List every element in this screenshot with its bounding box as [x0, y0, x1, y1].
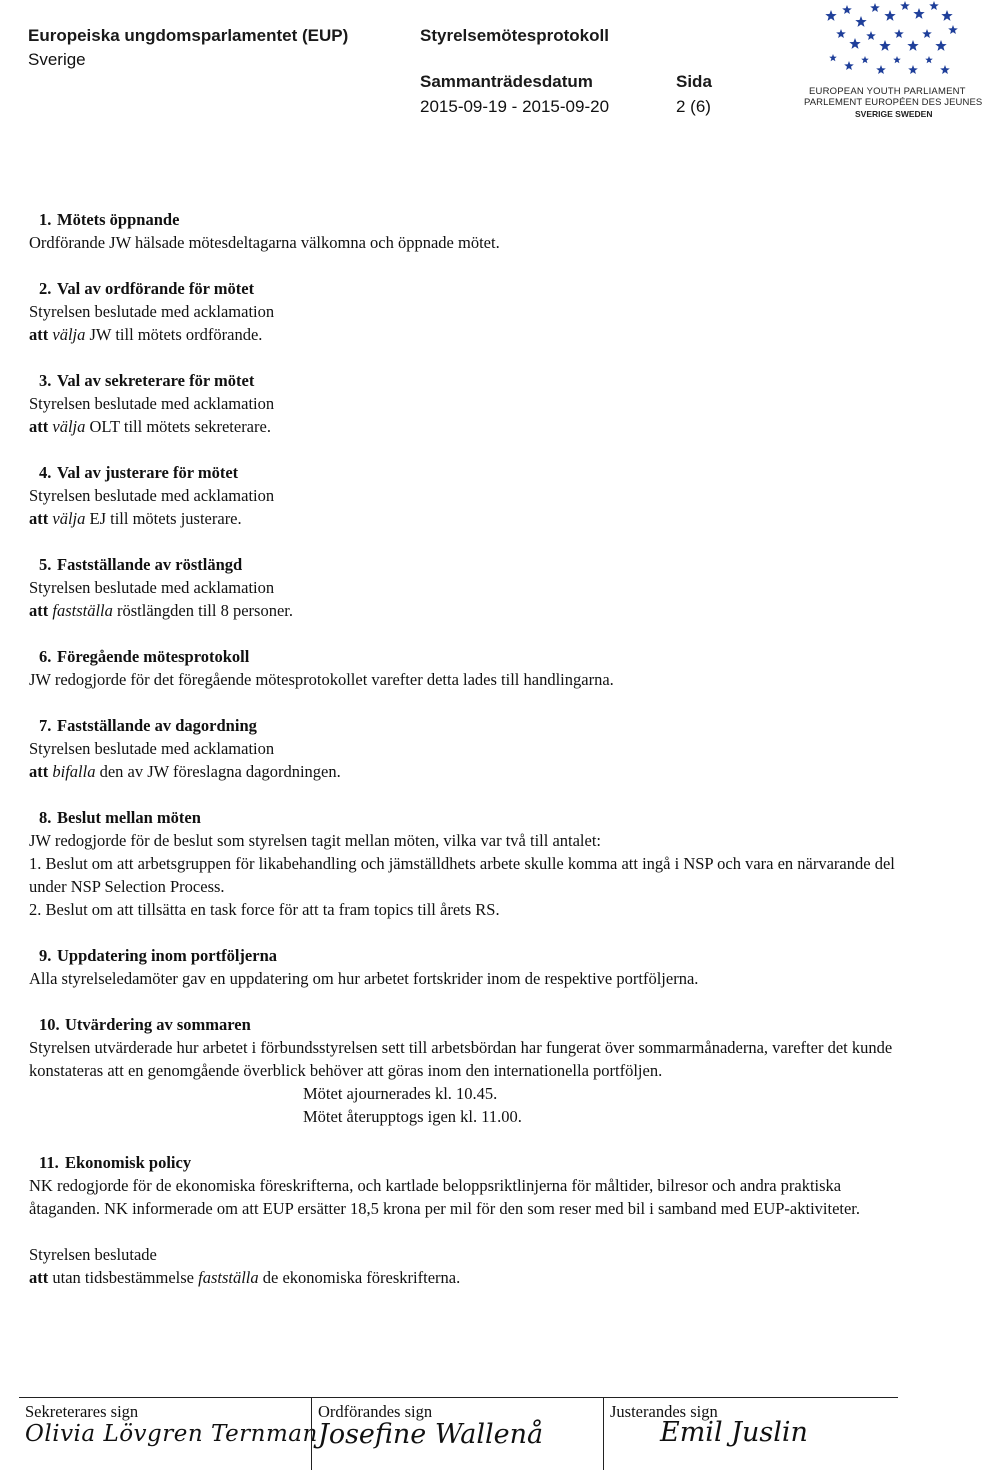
agenda-heading: 2. Val av ordförande för mötet: [39, 279, 255, 298]
logo-star: [922, 29, 932, 38]
logo-star: [908, 65, 918, 74]
agenda-text: NK redogjorde för de ekonomiska föreskrifterna, och kartlade beloppsriktlinjerna för måltider, bilresor och andra praktiska åtaganden. NK informerade om att EUP ersätter 18,5 krona per mil för den som reser med bil i samband med EUP-aktiviteter.: [29, 1176, 861, 1218]
logo-star: [900, 1, 910, 10]
agenda-item: [29, 553, 909, 622]
logo-star: [836, 29, 846, 38]
agenda-text: Styrelsen utvärderade hur arbetet i förbundsstyrelsen sett till arbetsbördan har fungerat över sommarmånaderna, varefter det kunde konstateras att en genomgående överblick behöver att göras inom den internationella portföljen.: [29, 1038, 893, 1080]
minutes-body: [29, 208, 909, 1312]
agenda-heading: 10. Utvärdering av sommaren: [39, 1015, 251, 1034]
agenda-item: [29, 277, 909, 346]
agenda-item: [29, 208, 909, 254]
chair-sign-label: Ordförandes sign: [318, 1402, 433, 1421]
logo-star: [879, 40, 890, 51]
agenda-text: Ordförande JW hälsade mötesdeltagarna välkomna och öppnade mötet.: [29, 233, 500, 252]
agenda-heading: 8. Beslut mellan möten: [39, 808, 201, 827]
logo-star: [894, 29, 904, 38]
agenda-heading: 5. Fastställande av röstlängd: [39, 555, 243, 574]
decision-line: att välja EJ till mötets justerare.: [29, 509, 242, 528]
agenda-item: [29, 806, 909, 921]
logo-star: [929, 1, 939, 10]
adjournment-note: Mötet ajournerades kl. 10.45.: [303, 1084, 498, 1103]
adjuster-sign-label: Justerandes sign: [610, 1402, 718, 1421]
agenda-heading: 9. Uppdatering inom portföljerna: [39, 946, 277, 965]
secretary-signature: Olivia Lövgren Ternman: [25, 1421, 318, 1447]
agenda-text: Styrelsen beslutade: [29, 1245, 157, 1264]
logo-star: [935, 40, 946, 51]
eyp-logo: [795, 0, 982, 124]
meeting-date-label: Sammanträdesdatum: [420, 72, 593, 91]
logo-star: [925, 56, 933, 63]
agenda-item: [29, 461, 909, 530]
agenda-item: [29, 1151, 909, 1289]
agenda-text: Styrelsen beslutade med acklamation: [29, 394, 275, 413]
logo-star: [884, 10, 895, 21]
agenda-heading: 6. Föregående mötesprotokoll: [39, 647, 250, 666]
logo-star: [829, 54, 837, 61]
agenda-heading: 1. Mötets öppnande: [39, 210, 180, 229]
agenda-heading: 4. Val av justerare för mötet: [39, 463, 239, 482]
agenda-text: JW redogjorde för de beslut som styrelsen tagit mellan möten, vilka var två till antalet:: [29, 831, 602, 850]
logo-star: [842, 5, 852, 14]
logo-star: [849, 38, 860, 49]
agenda-heading: 11. Ekonomisk policy: [39, 1153, 192, 1172]
logo-star: [825, 10, 836, 21]
chair-signature-box: [311, 1397, 604, 1470]
agenda-item: [29, 369, 909, 438]
logo-line-country: SVERIGE SWEDEN: [855, 109, 933, 119]
decision-line: att välja JW till mötets ordförande.: [29, 325, 263, 344]
organization-name: Europeiska ungdomsparlamentet (EUP): [28, 26, 349, 45]
agenda-item: [29, 944, 909, 990]
page-label: Sida: [676, 72, 712, 91]
decision-line: att välja OLT till mötets sekreterare.: [29, 417, 271, 436]
decision-line: att fastställa röstlängden till 8 personer.: [29, 601, 293, 620]
logo-star: [870, 3, 880, 12]
logo-line-english: EUROPEAN YOUTH PARLIAMENT: [809, 86, 966, 97]
star-flags-icon: [795, 0, 960, 86]
decision-line: att bifalla den av JW föreslagna dagordningen.: [29, 762, 341, 781]
decision-list-item: 1. Beslut om att arbetsgruppen för likabehandling och jämställdhets arbete skulle komma att ingå i NSP och vara en närvarande del under NSP Selection Process.: [29, 854, 895, 896]
agenda-text: JW redogjorde för det föregående mötesprotokollet varefter detta lades till handlingarna.: [29, 670, 614, 689]
adjuster-signature-box: [603, 1397, 899, 1470]
agenda-heading: 7. Fastställande av dagordning: [39, 716, 257, 735]
logo-line-french: PARLEMENT EUROPÉEN DES JEUNES: [804, 97, 982, 108]
logo-star: [893, 56, 901, 63]
chair-signature: Josefine Wallenå: [318, 1419, 544, 1450]
logo-star: [940, 65, 950, 74]
logo-star: [844, 61, 854, 70]
adjuster-signature: Emil Juslin: [660, 1417, 808, 1448]
page-number: 2 (6): [676, 97, 711, 116]
agenda-text: Styrelsen beslutade med acklamation: [29, 739, 275, 758]
agenda-text: Styrelsen beslutade med acklamation: [29, 578, 275, 597]
resumption-note: Mötet återupptogs igen kl. 11.00.: [303, 1107, 522, 1126]
organization-country: Sverige: [28, 50, 86, 69]
agenda-text: Styrelsen beslutade med acklamation: [29, 302, 275, 321]
decision-list-item: 2. Beslut om att tillsätta en task force för att ta fram topics till årets RS.: [29, 900, 500, 919]
logo-star: [861, 56, 869, 63]
meeting-date-value: 2015-09-19 - 2015-09-20: [420, 97, 610, 116]
logo-star: [948, 25, 958, 34]
secretary-signature-box: [19, 1397, 318, 1470]
logo-star: [866, 31, 876, 40]
agenda-item: [29, 645, 909, 691]
agenda-text: Styrelsen beslutade med acklamation: [29, 486, 275, 505]
logo-star: [941, 10, 952, 21]
agenda-text: Alla styrelseledamöter gav en uppdatering om hur arbetet fortskrider inom de respektive portföljerna.: [29, 969, 699, 988]
document-type: Styrelsemötesprotokoll: [420, 26, 609, 45]
agenda-item: [29, 714, 909, 783]
decision-line: att utan tidsbestämmelse fastställa de ekonomiska föreskrifterna.: [29, 1268, 461, 1287]
logo-star: [876, 65, 886, 74]
logo-star: [907, 40, 918, 51]
logo-star: [913, 8, 924, 19]
agenda-heading: 3. Val av sekreterare för mötet: [39, 371, 255, 390]
agenda-item: [29, 1013, 909, 1128]
secretary-sign-label: Sekreterares sign: [25, 1402, 139, 1421]
logo-star: [855, 16, 866, 27]
